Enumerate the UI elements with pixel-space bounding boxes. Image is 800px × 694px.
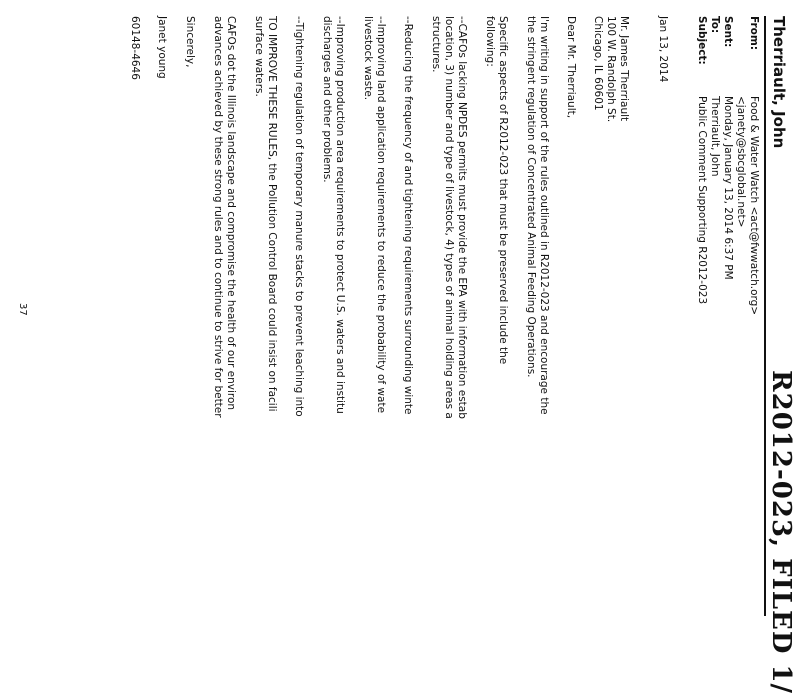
sent-label: Sent:	[722, 16, 734, 48]
filing-stamp: R2012-023, FILED 1/	[766, 370, 796, 694]
address-line: Mr. James Therriault	[618, 16, 630, 122]
paragraph-line: --CAFOs lacking NPDES permits must provide the EPA with information estab	[456, 16, 468, 419]
letter-date: Jan 13, 2014	[657, 16, 669, 83]
paragraph-line: following:	[484, 16, 496, 67]
paragraph-line: Specific aspects of R2012-023 that must be preserved include the	[497, 16, 509, 365]
page-number: 37	[17, 303, 28, 316]
paragraph-line: the stringent regulation of Concentrated Animal Feeding Operations.	[525, 16, 537, 378]
signer-name: Janet young	[156, 16, 168, 79]
paragraph-line: I'm writing in support of the rules outlined in R2012-023 and encourage the	[538, 16, 550, 415]
to-label: To:	[709, 16, 721, 34]
paragraph-line: location, 3) number and type of livestock, 4) types of animal holding areas a	[443, 16, 455, 419]
from-email-value: <janety@sbcglobal.net>	[735, 96, 747, 228]
paragraph-line: discharges and other problems.	[321, 16, 333, 183]
sent-value: Monday, January 13, 2014 6:37 PM	[722, 96, 734, 280]
paragraph-line: livestock waste.	[362, 16, 374, 101]
paragraph-line: surface waters.	[253, 16, 265, 97]
paragraph-line: --Improving production area requirements to protect U.S. waters and institu	[334, 16, 346, 414]
closing: Sincerely,	[184, 16, 196, 68]
signer-zip: 60148-4646	[129, 16, 141, 80]
from-value: Food & Water Watch <act@fwwatch.org>	[748, 96, 760, 316]
subject-label: Subject:	[696, 16, 708, 65]
paragraph-line: --Reducing the frequency of and tightening requirements surrounding winte	[402, 16, 414, 415]
paragraph-line: structures.	[430, 16, 442, 73]
to-value: Therriault, John	[709, 96, 721, 177]
salutation: Dear Mr. Therriault,	[565, 16, 577, 119]
paragraph-line: advances achieved by these strong rules and to continue to strive for better	[212, 16, 224, 418]
paragraph-line: --Tightening regulation of temporary manure stacks to prevent leaching into	[293, 16, 305, 417]
recipient-name-heading: Therriault, John	[770, 16, 788, 149]
paragraph-line: TO IMPROVE THESE RULES, the Pollution Control Board could insist on facili	[266, 16, 278, 412]
address-line: Chicago, IL 60601	[592, 16, 604, 111]
paragraph-line: CAFOs dot the Illinois landscape and compromise the health of our environ	[225, 16, 237, 411]
address-line: 100 W. Randolph St.	[605, 16, 617, 123]
paragraph-line: --Improving land application requirements to reduce the probability of wate	[375, 16, 387, 414]
subject-value: Public Comment Supporting R2012-023	[696, 96, 708, 305]
from-label: From:	[748, 16, 760, 51]
header-rule	[764, 16, 766, 616]
